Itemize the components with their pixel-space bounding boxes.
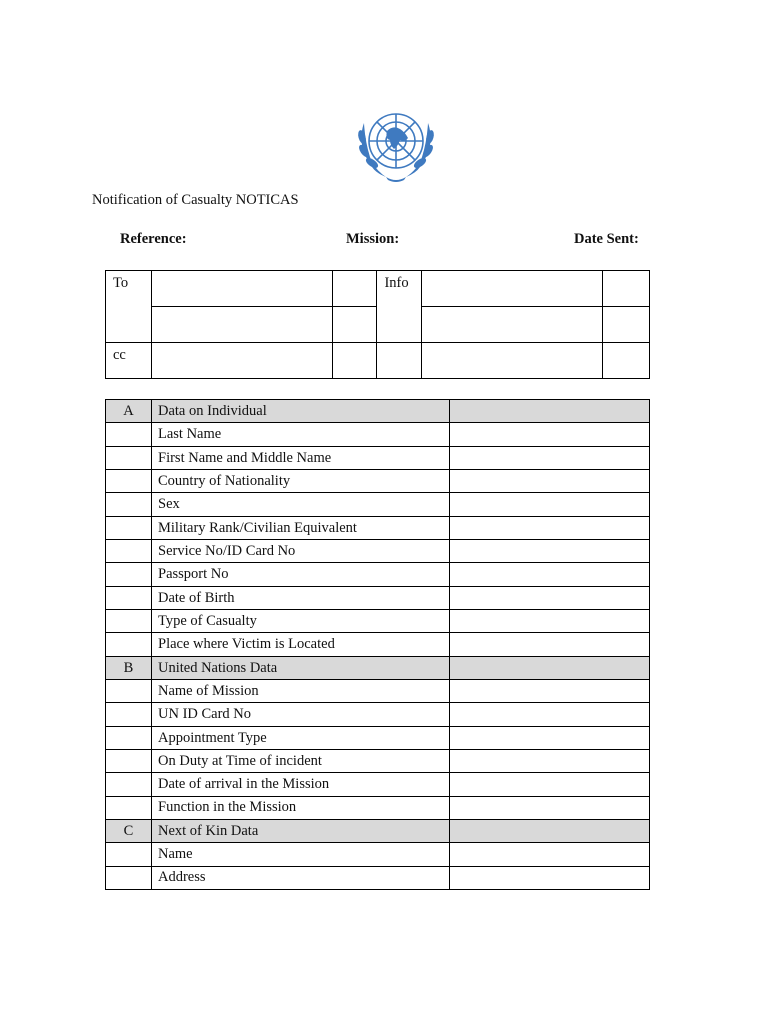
table-row	[106, 609, 650, 632]
section-header-row	[106, 819, 650, 842]
cc-label: cc	[106, 343, 152, 379]
info-extra-field[interactable]	[603, 271, 650, 307]
section-letter: C	[106, 819, 152, 842]
field-value-input[interactable]	[450, 866, 650, 889]
field-value-input[interactable]	[450, 446, 650, 469]
info-recipient-field[interactable]	[422, 307, 603, 343]
section-letter: A	[106, 400, 152, 423]
cc-recipient-field[interactable]	[151, 343, 332, 379]
row-marker-cell	[106, 679, 152, 702]
section-value-cell	[450, 656, 650, 679]
field-label: Service No/ID Card No	[152, 539, 450, 562]
section-title: Data on Individual	[152, 400, 450, 423]
field-label: On Duty at Time of incident	[152, 749, 450, 772]
row-marker-cell	[106, 469, 152, 492]
reference-label: Reference:	[120, 231, 187, 247]
field-value-input[interactable]	[450, 609, 650, 632]
distribution-row	[106, 271, 650, 307]
cc-info-field[interactable]	[422, 343, 603, 379]
table-row	[106, 446, 650, 469]
field-label: Date of arrival in the Mission	[152, 773, 450, 796]
distribution-row	[106, 343, 650, 379]
table-row	[106, 493, 650, 516]
table-row	[106, 586, 650, 609]
row-marker-cell	[106, 773, 152, 796]
field-value-input[interactable]	[450, 423, 650, 446]
table-row	[106, 516, 650, 539]
section-header-row	[106, 656, 650, 679]
field-value-input[interactable]	[450, 843, 650, 866]
field-value-input[interactable]	[450, 726, 650, 749]
date-sent-label: Date Sent:	[574, 231, 639, 247]
field-label: Sex	[152, 493, 450, 516]
field-value-input[interactable]	[450, 703, 650, 726]
to-label: To	[106, 271, 152, 343]
field-label: UN ID Card No	[152, 703, 450, 726]
row-marker-cell	[106, 446, 152, 469]
row-marker-cell	[106, 749, 152, 772]
field-value-input[interactable]	[450, 679, 650, 702]
casualty-data-table	[105, 399, 650, 890]
distribution-table	[105, 270, 650, 379]
field-label: First Name and Middle Name	[152, 446, 450, 469]
cc-extra-field[interactable]	[332, 343, 377, 379]
row-marker-cell	[106, 866, 152, 889]
row-marker-cell	[106, 726, 152, 749]
field-value-input[interactable]	[450, 796, 650, 819]
table-row	[106, 563, 650, 586]
field-label: Type of Casualty	[152, 609, 450, 632]
field-value-input[interactable]	[450, 749, 650, 772]
row-marker-cell	[106, 516, 152, 539]
field-value-input[interactable]	[450, 539, 650, 562]
table-row	[106, 773, 650, 796]
row-marker-cell	[106, 796, 152, 819]
row-marker-cell	[106, 563, 152, 586]
info-label: Info	[377, 271, 422, 343]
row-marker-cell	[106, 586, 152, 609]
table-row	[106, 749, 650, 772]
info-extra-field[interactable]	[603, 307, 650, 343]
field-label: Appointment Type	[152, 726, 450, 749]
table-row	[106, 679, 650, 702]
field-value-input[interactable]	[450, 633, 650, 656]
table-row	[106, 726, 650, 749]
to-extra-field[interactable]	[332, 307, 377, 343]
field-label: Last Name	[152, 423, 450, 446]
row-marker-cell	[106, 539, 152, 562]
table-row	[106, 866, 650, 889]
to-recipient-field[interactable]	[151, 271, 332, 307]
cc-info-extra-field[interactable]	[603, 343, 650, 379]
row-marker-cell	[106, 609, 152, 632]
field-value-input[interactable]	[450, 493, 650, 516]
section-letter: B	[106, 656, 152, 679]
field-label: Name of Mission	[152, 679, 450, 702]
section-title: Next of Kin Data	[152, 819, 450, 842]
table-row	[106, 539, 650, 562]
table-row	[106, 633, 650, 656]
table-row	[106, 843, 650, 866]
table-row	[106, 423, 650, 446]
field-label: Passport No	[152, 563, 450, 586]
field-value-input[interactable]	[450, 773, 650, 796]
section-value-cell	[450, 400, 650, 423]
mission-label: Mission:	[346, 231, 400, 247]
field-label: Military Rank/Civilian Equivalent	[152, 516, 450, 539]
table-row	[106, 703, 650, 726]
field-label: Place where Victim is Located	[152, 633, 450, 656]
row-marker-cell	[106, 843, 152, 866]
field-value-input[interactable]	[450, 586, 650, 609]
page-title: Notification of Casualty NOTICAS	[92, 192, 299, 208]
table-row	[106, 469, 650, 492]
field-label: Country of Nationality	[152, 469, 450, 492]
section-title: United Nations Data	[152, 656, 450, 679]
blank-cell	[377, 343, 422, 379]
un-emblem-icon	[350, 103, 442, 185]
field-value-input[interactable]	[450, 516, 650, 539]
field-label: Address	[152, 866, 450, 889]
row-marker-cell	[106, 633, 152, 656]
table-row	[106, 796, 650, 819]
to-extra-field[interactable]	[332, 271, 377, 307]
field-value-input[interactable]	[450, 563, 650, 586]
info-recipient-field[interactable]	[422, 271, 603, 307]
field-label: Function in the Mission	[152, 796, 450, 819]
row-marker-cell	[106, 423, 152, 446]
field-label: Name	[152, 843, 450, 866]
field-value-input[interactable]	[450, 469, 650, 492]
to-recipient-field[interactable]	[151, 307, 332, 343]
row-marker-cell	[106, 493, 152, 516]
section-value-cell	[450, 819, 650, 842]
row-marker-cell	[106, 703, 152, 726]
field-label: Date of Birth	[152, 586, 450, 609]
section-header-row	[106, 400, 650, 423]
